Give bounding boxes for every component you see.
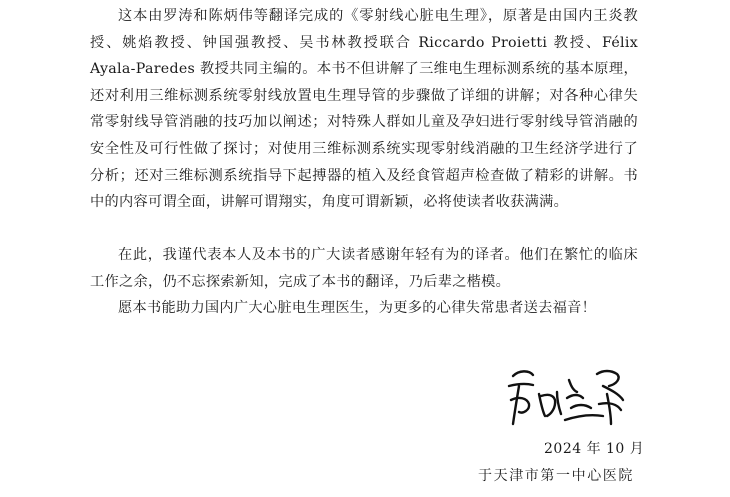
place-line: 于天津市第一中心医院 — [478, 468, 634, 484]
paragraph-wish: 愿本书能助力国内广大心脏电生理医生，为更多的心律失常患者送去福音！ — [118, 300, 597, 316]
paragraph-intro: 这本由罗涛和陈炳伟等翻译完成的《零射线心脏电生理》，原著是由国内王炎教授、姚焰教授、钟国强教授、吴书林教授联合 Riccardo Proietti 教授、Félix Ayala-Paredes 教授共同主编的。本书不但讲解了三维电生理标测系统的基本原理，还对利用三维标测系统零射线放置电生理导管的步骤做了详细的讲解；对各种心律失常零射线导管消融的技巧加以阐述；对特殊人群如儿童及孕妇进行零射线导管消融的安全性及可行性做了探讨；对使用三维标测系统实现零射线消融的卫生经济学进行了分析；还对三维标测系统指导下起搏器的植入及经食管超声检查做了精彩的讲解。书中的内容可谓全面，讲解可谓翔实，角度可谓新颖，必将使读者收获满满。 — [90, 8, 638, 211]
date-line: 2024 年 10 月 — [544, 441, 645, 457]
handwritten-signature-icon — [499, 364, 631, 434]
paragraph-thanks: 在此，我谨代表本人及本书的广大读者感谢年轻有为的译者。他们在繁忙的临床工作之余，仍不忘探索新知，完成了本书的翻译，乃后辈之楷模。 — [90, 247, 638, 290]
